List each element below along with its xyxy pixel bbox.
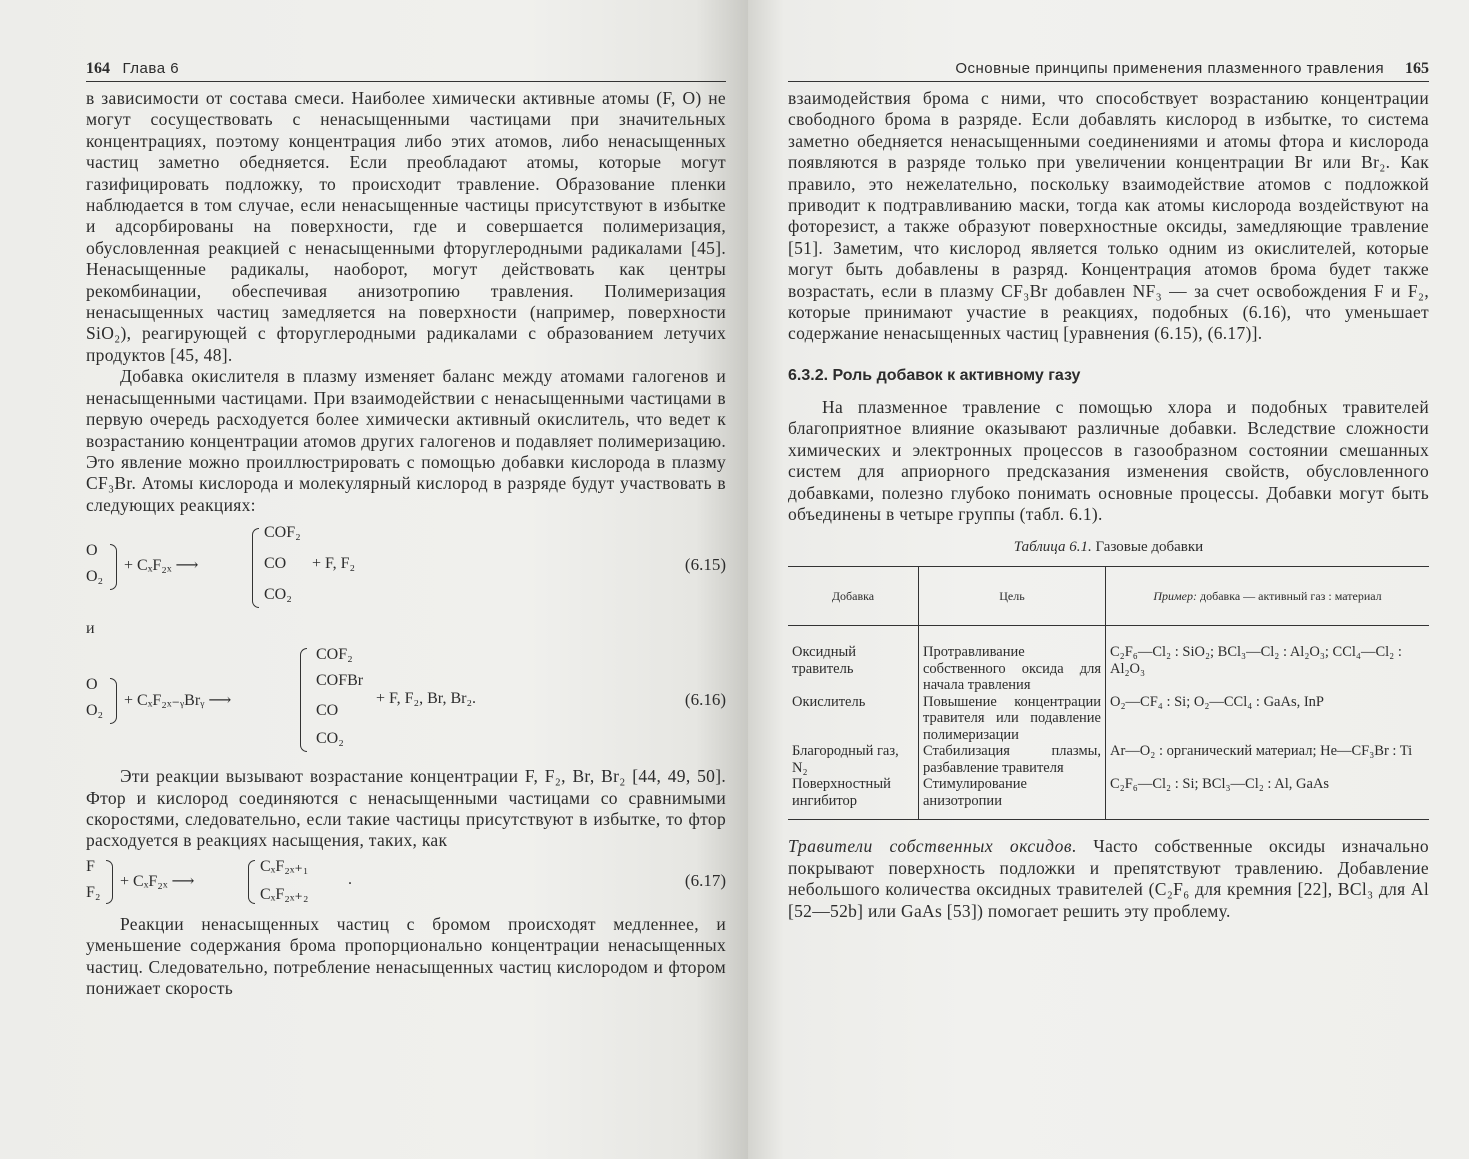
eq616-product-3: CO	[316, 702, 339, 720]
chapter-label: Глава 6	[122, 60, 180, 77]
eq616-lhs-1: O	[86, 676, 98, 694]
cell-purpose: Стимулирование анизотропии	[919, 776, 1106, 820]
cell-additive: Оксидный травитель	[792, 644, 856, 677]
cell-example: Ar—O₂ : органический материал; He—CF₃Br : Ti	[1106, 743, 1430, 776]
eq615-product-1: COF₂	[264, 524, 301, 542]
table-row	[788, 626, 1429, 694]
cell-purpose: Протравливание собственного оксида для начала травления	[919, 626, 1106, 694]
eq616-product-1: COF₂	[316, 646, 353, 664]
eq617-lhs-1: F	[86, 857, 95, 875]
eq616-left-brace	[300, 648, 307, 752]
eq617-number: (6.17)	[684, 870, 726, 890]
eq616-right-brace	[110, 678, 117, 724]
eq615-number: (6.15)	[684, 555, 726, 575]
cell-example: O₂—CF₄ : Si; O₂—CCl₄ : GaAs, InP	[1106, 694, 1430, 744]
header-purpose: Цель	[919, 567, 1106, 626]
eq617-reactant: + CₓF₂ₓ ⟶	[120, 872, 195, 890]
oxide-etchers-text: Часто собственные оксиды изначально покрывают поверхность подложки и препятствуют травлению. Добавление небольшого количества оксидных травителей (C₂F₆ для кремния [22], BCl₃ для Al [52—52b] или GaAs [53]) помогает решить эту проблему.	[788, 836, 1429, 921]
cell-purpose: Стабилизация плазмы, разбавление травителя	[919, 743, 1106, 776]
eq616-number: (6.16)	[684, 690, 726, 710]
eq616-product-4: CO₂	[316, 730, 344, 748]
eq616-reactant: + CₓF₂ₓ₋ᵧBrᵧ ⟶	[124, 692, 232, 710]
conjunction: и	[86, 620, 95, 638]
right-paragraph-2: На плазменное травление с помощью хлора и подобных травителей благоприятное влияние оказывают различные добавки. Вследствие сложности химических и электронных процессов в газообразном состоянии смешанных систем для априорного предсказания изменения свойств, обусловленного добавками, полезно глубоко понимать основные процессы. Добавки могут быть объединены в четыре группы (табл. 6.1).	[788, 396, 1429, 524]
cell-additive: Окислитель	[792, 693, 866, 710]
header-additive: Добавка	[788, 567, 919, 626]
equation-6-15	[86, 522, 726, 614]
section-title: 6.3.2. Роль добавок к активному газу	[788, 366, 1081, 384]
eq615-reactant: + CₓF₂ₓ ⟶	[124, 557, 199, 575]
left-paragraph-2: Добавка окислителя в плазму изменяет баланс между атомами галогенов и ненасыщенными частицами. При взаимодействии с ненасыщенными частицами в первую очередь расходуется более химически активный окислитель, что ведет к возрастанию концентрации атомов других галогенов и подавляет полимеризацию. Это явление можно проиллюстрировать с помощью добавки кислорода в плазму CF₃Br. Атомы кислорода и молекулярный кислород в разряде будут участвовать в следующих реакциях:	[86, 366, 726, 515]
eq615-extra: + F, F₂	[312, 555, 356, 573]
eq617-left-brace	[248, 860, 255, 904]
table-row	[788, 694, 1429, 744]
right-paragraph-1: взаимодействия брома с ними, что способствует возрастанию концентрации свободного брома в разряде. Если добавлять кислород в избытке, то система заметно обедняется ненасыщенными соединениями и атомы фтора и кислорода появляются в разряде только при увеличении концентрации Br или Br₂. Как правило, это нежелательно, поскольку взаимодействие атомов с подложкой приводит к подтравливанию маски, тогда как атомы кислорода воздействуют на фоторезист, а также образуют поверхностные оксиды, замедляющие травление [51]. Заметим, что кислород является только одним из окислителей, которые могут быть добавлены в разряд. Концентрация атомов брома будет также возрастать, если в плазму CF₃Br добавлен NF₃ — за счет освобождения F и F₂, которые принимают участие в реакциях, подобных (6.16), что уменьшает содержание ненасыщенных частиц [уравнения (6.15), (6.17)].	[788, 88, 1429, 344]
eq617-right-brace	[106, 860, 113, 904]
oxide-etchers-heading: Травители собственных оксидов.	[788, 836, 1078, 857]
eq615-product-3: CO₂	[264, 586, 292, 604]
eq616-product-2: COFBr	[316, 672, 364, 690]
left-paragraph-4: Реакции ненасыщенных частиц с бромом происходят медленнее, и уменьшение содержания брома пропорционально концентрации ненасыщенных частиц. Следовательно, потребление ненасыщенных частиц кислородом и фтором понижает скорость	[86, 913, 726, 998]
eq615-left-brace	[252, 528, 259, 608]
eq616-extra: + F, F₂, Br, Br₂.	[376, 690, 477, 708]
right-page-number: 165	[1405, 60, 1429, 77]
cell-additive: Поверхностный ингибитор	[792, 776, 891, 809]
left-paragraph-3: Эти реакции вызывают возрастание концентрации F, F₂, Br, Br₂ [44, 49, 50]. Фтор и кислород соединяются с ненасыщенными частицами со сравнимыми скоростями, следовательно, если такие частицы присутствуют в избытке, то фтор расходуется в реакциях насыщения, таких, как	[86, 766, 726, 851]
table-caption	[788, 539, 1429, 556]
table-row	[788, 743, 1429, 776]
table-caption-label: Таблица 6.1.	[1013, 539, 1092, 556]
right-page	[748, 0, 1469, 1159]
header-example	[1106, 567, 1430, 626]
right-paragraph-3	[788, 836, 1429, 922]
left-running-head	[86, 60, 726, 82]
eq616-lhs-2: O₂	[86, 702, 104, 720]
equation-6-16	[86, 644, 726, 756]
left-page-number: 164	[86, 60, 110, 77]
table-caption-text: Газовые добавки	[1095, 539, 1204, 556]
table-row	[788, 776, 1429, 820]
header-example-italic: Пример:	[1153, 589, 1197, 604]
running-title: Основные принципы применения плазменного травления	[955, 60, 1385, 77]
eq617-lhs-2: F₂	[86, 883, 101, 901]
eq617-product-2: CₓF₂ₓ₊₂	[260, 885, 309, 903]
eq617-extra: .	[348, 870, 352, 888]
right-running-head	[788, 60, 1429, 82]
table-header-row	[788, 567, 1429, 626]
left-paragraph-1: в зависимости от состава смеси. Наиболее химически активные атомы (F, O) не могут сосуществовать с ненасыщенными частицами при значительных концентрациях, поэтому концентрация либо этих атомов, либо ненасыщенных частиц заметно обедняется. Если преобладают атомы, которые могут газифицировать подложку, то происходит травление. Образование пленки наблюдается в том случае, если ненасыщенные частицы присутствуют в избытке и адсорбированы на поверхности, где и совершается полимеризация, обусловленная реакцией с ненасыщенными фторуглеродными радикалами [45]. Ненасыщенные радикалы, наоборот, могут действовать как центры рекомбинации, обеспечивая анизотропию травления. Полимеризация ненасыщенных частиц замедляется на поверхности (например, поверхности SiO₂), реагирующей с фторуглеродными радикалами с образованием летучих продуктов [45, 48].	[86, 88, 726, 365]
cell-additive: Благородный газ, N₂	[792, 743, 899, 776]
cell-example: C₂F₆—Cl₂ : Si; BCl₃—Cl₂ : Al, GaAs	[1106, 776, 1430, 820]
conjunction-line	[86, 614, 726, 644]
cell-purpose: Повышение концентрации травителя или подавление полимеризации	[919, 694, 1106, 744]
eq617-product-1: CₓF₂ₓ₊₁	[260, 857, 309, 875]
cell-example: C₂F₆—Cl₂ : SiO₂; BCl₃—Cl₂ : Al₂O₃; CCl₄—Cl₂ : Al₂O₃	[1106, 626, 1430, 694]
eq615-lhs-2: O₂	[86, 568, 104, 586]
gas-additives-table	[788, 566, 1429, 820]
eq615-lhs-1: O	[86, 542, 98, 560]
equation-6-17	[86, 856, 726, 914]
header-example-rest: добавка — активный газ : материал	[1199, 589, 1382, 604]
eq615-product-2: CO	[264, 555, 287, 573]
eq615-right-brace	[110, 544, 117, 590]
